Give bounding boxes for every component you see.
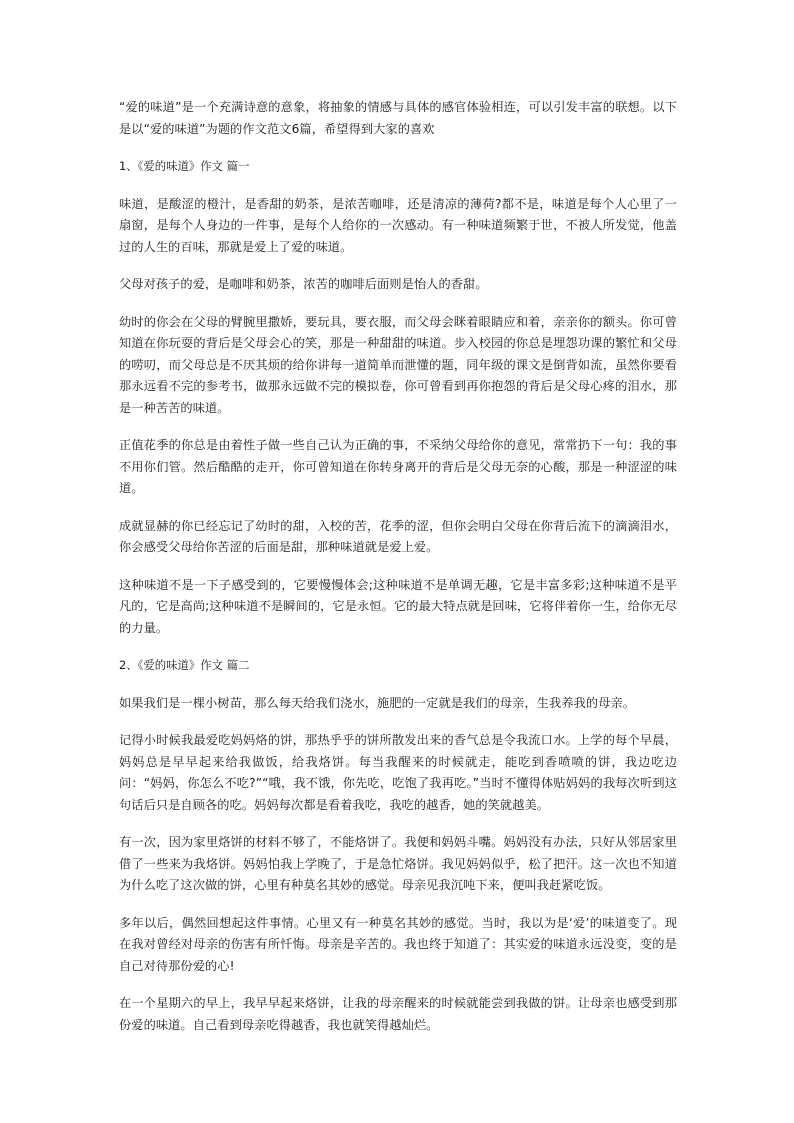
body-paragraph: 多年以后，偶然回想起这件事情。心里又有一种莫名其妙的感觉。当时，我以为是‘爱’的味道变了。现在我对曾经对母亲的伤害有所忏悔。母亲是辛苦的。我也终于知道了：其实爱的味道永远没变，变的是自己对待那份爱的心! (119, 915, 677, 973)
body-paragraph: 记得小时候我最爱吃妈妈烙的饼，那热乎乎的饼所散发出来的香气总是令我流口水。上学的每个早晨，妈妈总是早早起来给我做饭，给我烙饼。每当我醒来的时候就走，能吃到香喷喷的饼，我边吃边问：“妈妈，你怎么不吃?”“哦，我不饿，你先吃，吃饱了我再吃。”当时不懂得体贴妈妈的我每次听到这句话后只是自顾各的吃。妈妈每次都是看着我吃，我吃的越香，她的笑就越美。 (119, 733, 677, 812)
body-paragraph: 正值花季的你总是由着性子做一些自己认为正确的事，不采纳父母给你的意见，常常扔下一句：我的事不用你们管。然后酷酷的走开，你可曾知道在你转身离开的背后是父母无奈的心酸，那是一种涩涩的味道。 (119, 438, 677, 495)
intro-paragraph: “爱的味道”是一个充满诗意的意象，将抽象的情感与具体的感官体验相连，可以引发丰富的联想。以下是以“爱的味道”为题的作文范文6篇，希望得到大家的喜欢 (119, 100, 677, 136)
body-paragraph: 父母对孩子的爱，是咖啡和奶茶，浓苦的咖啡后面则是怡人的香甜。 (119, 277, 488, 291)
body-paragraph: 有一次，因为家里烙饼的材料不够了，不能烙饼了。我便和妈妈斗嘴。妈妈没有办法，只好从邻居家里借了一些来为我烙饼。妈妈怕我上学晚了，于是急忙烙饼。我见妈妈似乎，松了把汗。这一次也不知道为什么吃了这次做的饼，心里有种莫名其妙的感觉。母亲见我沉吨下来，便叫我赶紧吃饭。 (119, 835, 677, 892)
body-paragraph: 在一个星期六的早上，我早早起来烙饼，让我的母亲醒来的时候就能尝到我做的饼。让母亲也感受到那份爱的味道。自己看到母亲吃得越香，我也就笑得越灿烂。 (119, 996, 677, 1032)
body-paragraph: 这种味道不是一下子感受到的，它要慢慢体会;这种味道不是单调无趣，它是丰富多彩;这种味道不是平凡的，它是高尚;这种味道不是瞬间的，它是永恒。它的最大特点就是回味，它将伴着你一生，给你无尽的力量。 (119, 577, 677, 635)
section-2 (119, 655, 677, 1036)
section-heading: 2、《爱的味道》作文 篇二 (119, 658, 250, 672)
body-paragraph: 如果我们是一棵小树苗，那么每天给我们浇水，施肥的一定就是我们的母亲，生我养我的母亲。 (119, 695, 636, 710)
document-page (119, 97, 677, 1052)
section-heading: 1、《爱的味道》作文 篇一 (119, 159, 250, 173)
body-paragraph: 味道，是酸涩的橙汁，是香甜的奶茶，是浓苦咖啡，还是清凉的薄荷?都不是，味道是每个人心里了一扇窗，是每个人身边的一件事，是每个人给你的一次感动。有一种味道频繁于世，不被人所发觉，他盖过的人生的百味，那就是爱上了爱的味道。 (119, 196, 677, 254)
body-paragraph: 幼时的你会在父母的臂腕里撒娇，要玩具，要衣服，而父母会眯着眼睛应和着，亲亲你的额头。你可曾知道在你玩耍的背后是父母会心的笑，那是一种甜甜的味道。步入校园的你总是埋怨功课的繁忙和父母的唠叨，而父母总是不厌其烦的给你讲每一道简单而泄懂的题，同年级的课文是倒背如流，虽然你要看那永远看不完的参考书，做那永远做不完的模拟卷，你可曾看到再你抱怨的背后是父母心疼的泪水，那是一种苦苦的味道。 (119, 314, 677, 415)
section-1 (119, 156, 677, 639)
body-paragraph: 成就显赫的你已经忘记了幼时的甜，入校的苦，花季的涩，但你会明白父母在你背后流下的滴滴泪水，你会感受父母给你苦涩的后面是甜，那种味道就是爱上爱。 (119, 518, 677, 554)
